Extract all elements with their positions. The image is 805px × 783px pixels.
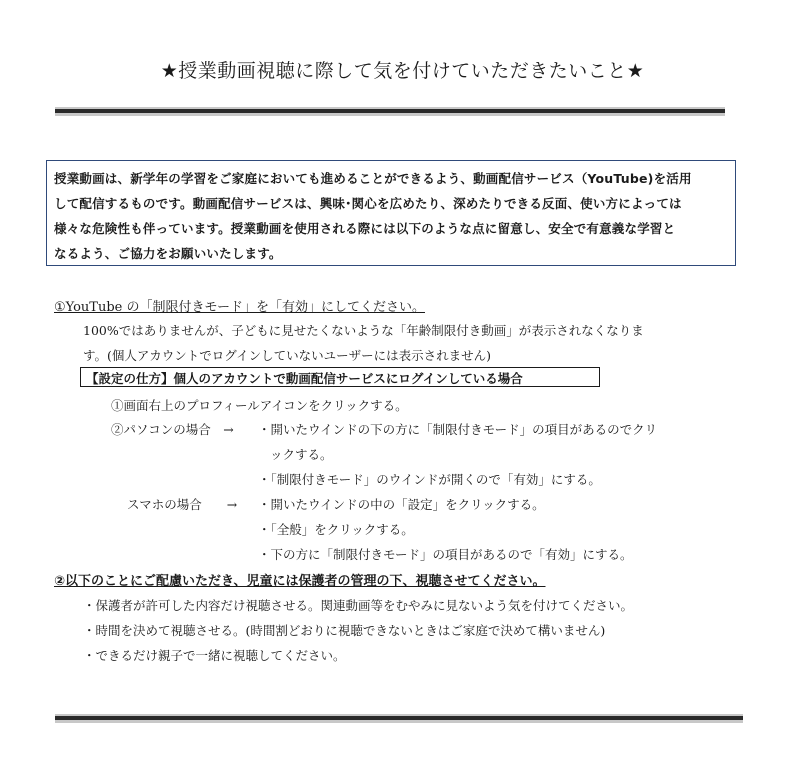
bottom-divider [55,714,743,723]
intro-line: 授業動画は、新学年の学習をご家庭においても進めることができるよう、動画配信サービス（YouTube)を活用 [54,171,692,186]
phone-label: スマホの場合 → [127,497,238,512]
phone-step: ・開いたウインドの中の「設定」をクリックする。 [258,497,545,512]
top-divider [55,107,725,116]
phone-step: ・下の方に「制限付きモード」の項目があるので「有効」にする。 [258,547,633,562]
section1-desc: す。(個人アカウントでログインしていないユーザーには表示されません) [83,348,492,363]
intro-line: なるよう、ご協力をお願いいたします。 [54,246,282,261]
pc-step: ックする。 [270,447,333,462]
settings-heading: 【設定の仕方】個人のアカウントで動画配信サービスにログインしている場合 [86,371,523,386]
pc-step: ・「制限付きモード」のウインドが開くので「有効」にする。 [258,472,601,487]
section1-desc: 100%ではありませんが、子どもに見せたくないような「年齢制限付き動画」が表示されなくなりま [83,323,644,338]
step-1: ①画面右上のプロフィールアイコンをクリックする。 [111,398,408,413]
section2-item: ・時間を決めて視聴させる。(時間割どおりに視聴できないときはご家庭で決めて構いません) [83,623,606,638]
section1-heading: ①YouTube の「制限付きモード」を「有効」にしてください。 [54,300,425,315]
intro-line: して配信するものです。動画配信サービスは、興味･関心を広めたり、深めたりできる反面、使い方によっては [54,196,682,211]
intro-line: 様々な危険性も伴っています。授業動画を使用される際には以下のような点に留意し、安全で有意義な学習と [54,221,676,236]
section2-item: ・保護者が許可した内容だけ視聴させる。関連動画等をむやみに見ないよう気を付けてください。 [83,598,634,613]
section2-item: ・できるだけ親子で一緒に視聴してください。 [83,648,346,663]
pc-step: ・開いたウインドの下の方に「制限付きモード」の項目があるのでクリ [258,422,658,437]
page-title: ★授業動画視聴に際して気を付けていただきたいこと★ [160,60,645,82]
section2-heading: ②以下のことにご配慮いただき、児童には保護者の管理の下、視聴させてください。 [54,574,546,589]
phone-step: ・「全般」をクリックする。 [258,522,414,537]
pc-label: ②パソコンの場合 → [111,422,234,437]
